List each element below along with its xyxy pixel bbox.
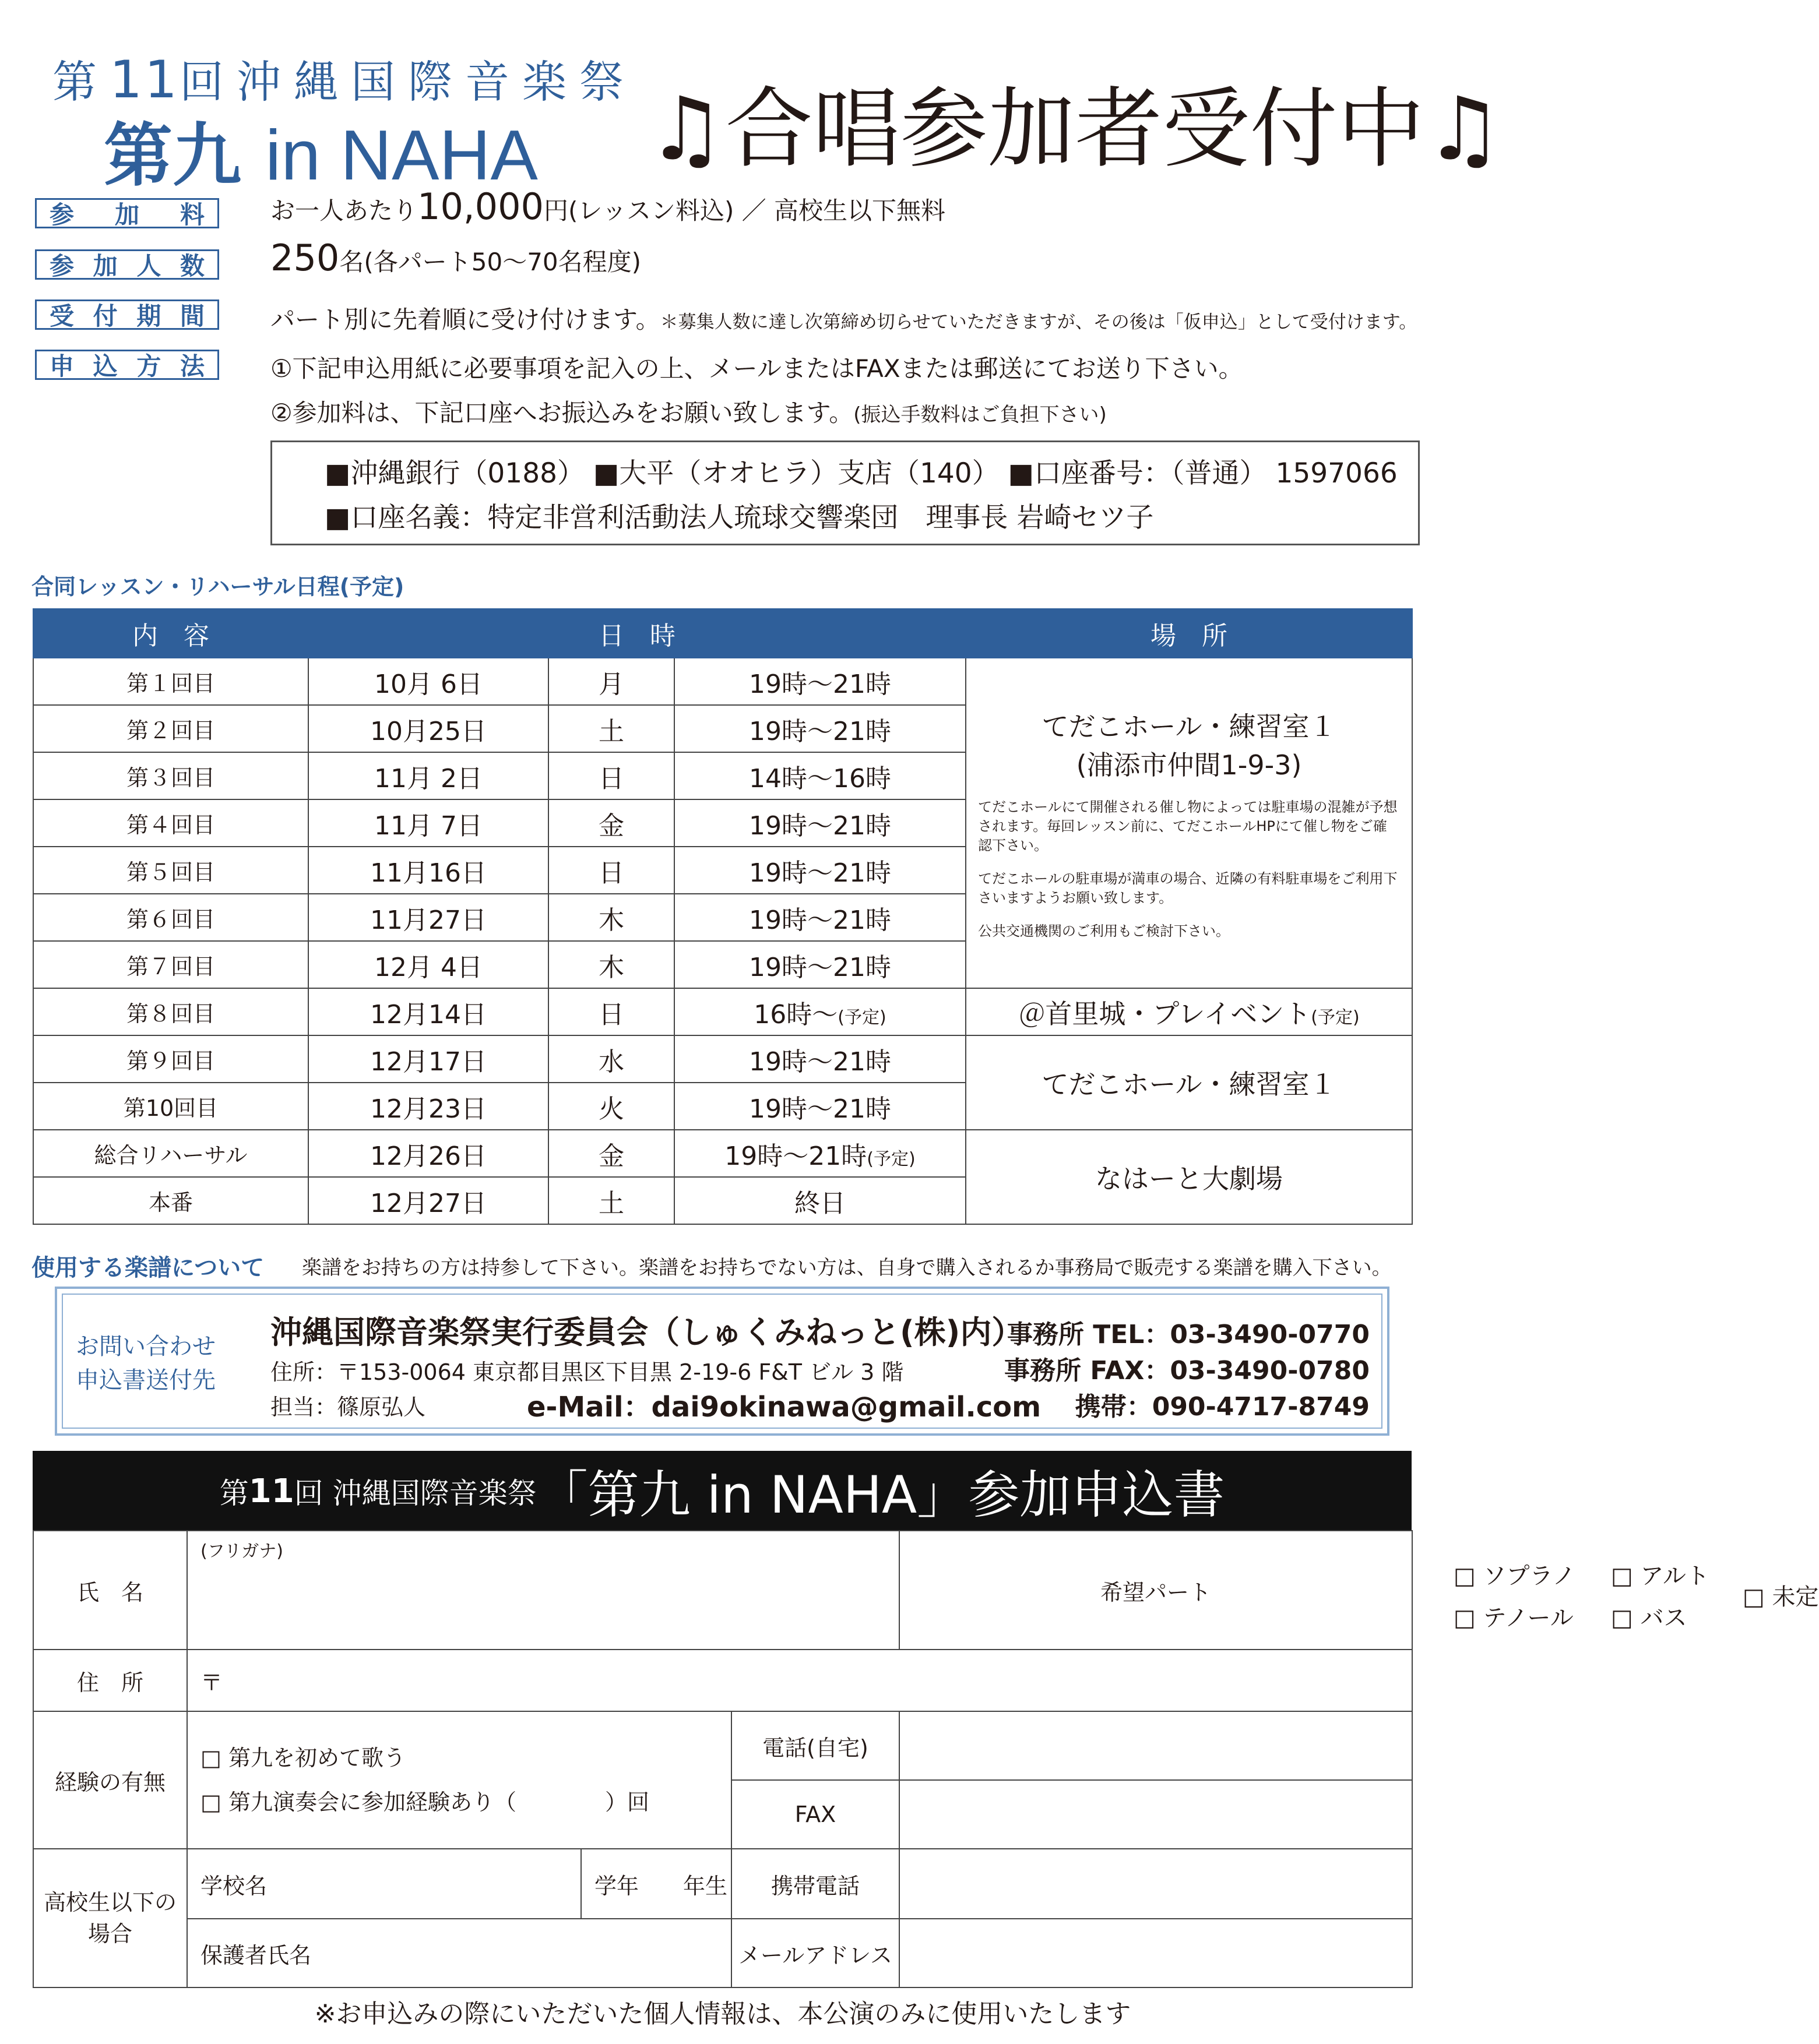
session-name: 第７回目 xyxy=(33,941,308,988)
session-time: 19時〜21時 xyxy=(674,799,966,847)
session-dow: 火 xyxy=(548,1083,674,1130)
mobile-field[interactable] xyxy=(899,1849,1412,1919)
part-undecided-checkbox[interactable]: □ 未定 xyxy=(1743,1584,1819,1610)
session-time: 終日 xyxy=(674,1177,966,1224)
session-date: 10月25日 xyxy=(308,705,548,752)
part-tenor-checkbox[interactable]: □ テノール xyxy=(1454,1605,1574,1631)
note-2: てだこホールの駐車場が満車の場合、近隣の有料駐車場をご利用下さいますようお願い致します。 xyxy=(978,870,1398,906)
method-step2: ②参加料は、下記口座へお振込みをお願い致します。(振込手数料はご負担下さい) xyxy=(270,399,1107,427)
session-name: 第５回目 xyxy=(33,847,308,894)
part-label: 希望パート xyxy=(899,1531,1412,1650)
experience-options xyxy=(187,1711,731,1849)
session-date: 10月 6日 xyxy=(308,658,548,705)
exp-first-checkbox[interactable]: □ 第九を初めて歌う xyxy=(200,1745,406,1771)
session-name: 第４回目 xyxy=(33,799,308,847)
application-form xyxy=(33,1530,1819,1988)
phone-home-label: 電話(自宅) xyxy=(731,1711,899,1780)
session-date: 12月27日 xyxy=(308,1177,548,1224)
contact-organization: 沖縄国際音楽祭実行委員会（しゅくみねっと(株)内） xyxy=(270,1314,1023,1351)
session-name: 第10回目 xyxy=(33,1083,308,1130)
exp-yes-checkbox[interactable]: □ 第九演奏会に参加経験あり（ ）回 xyxy=(200,1789,649,1815)
name-label: 氏 名 xyxy=(33,1531,187,1650)
session-time: 19時〜21時 xyxy=(674,941,966,988)
session-dow: 日 xyxy=(548,847,674,894)
recruit-headline: ♫合唱参加者受付中♫ xyxy=(647,79,1503,180)
header-content: 内 容 xyxy=(33,609,308,658)
session-dow: 金 xyxy=(548,799,674,847)
schedule-table xyxy=(33,608,1413,1225)
method-step1: ①下記申込用紙に必要事項を記入の上、メールまたはFAXまたは郵送にてお送り下さい。 xyxy=(270,354,1243,383)
score-text: 楽譜をお持ちの方は持参して下さい。楽譜をお持ちでない方は、自身で購入されるか事務局で販売する楽譜を購入下さい。 xyxy=(302,1256,1392,1280)
session-time: 14時〜16時 xyxy=(674,752,966,799)
session-name: 第９回目 xyxy=(33,1035,308,1083)
session-date: 11月 7日 xyxy=(308,799,548,847)
fax-field[interactable] xyxy=(899,1780,1412,1849)
session-date: 12月14日 xyxy=(308,988,548,1035)
schedule-title: 合同レッスン・リハーサル日程(予定) xyxy=(31,574,404,600)
table-row xyxy=(33,1130,1412,1177)
postal-mark: 〒 xyxy=(200,1669,223,1696)
contact-address: 住所：〒153-0064 東京都目黒区下目黒 2-19-6 F&T ビル 3 階 xyxy=(270,1359,904,1385)
place-nahart: なはーと大劇場 xyxy=(966,1130,1412,1224)
bank-line-1: ■沖縄銀行（0188） ■大平（オオヒラ）支店（140） ■口座番号：（普通） 1597066 xyxy=(325,457,1398,489)
session-date: 11月16日 xyxy=(308,847,548,894)
name-field[interactable] xyxy=(187,1531,899,1650)
session-time: 19時〜21時 xyxy=(674,658,966,705)
session-time: 19時〜21時 xyxy=(674,847,966,894)
method-label: 申 込 方 法 xyxy=(35,350,219,380)
header-place: 場 所 xyxy=(966,609,1412,658)
header-datetime: 日 時 xyxy=(308,609,966,658)
session-date: 11月27日 xyxy=(308,894,548,941)
school-label: 学校名 xyxy=(200,1873,268,1899)
address-field[interactable] xyxy=(187,1650,1412,1711)
session-date: 12月17日 xyxy=(308,1035,548,1083)
email-label: メールアドレス xyxy=(731,1919,899,1987)
place-tedako-2: てだこホール・練習室１ xyxy=(966,1035,1412,1130)
privacy-note: ※お申込みの際にいただいた個人情報は、本公演のみに使用いたします xyxy=(314,1999,1131,2029)
place-address: (浦添市仲間1-9-3) xyxy=(1076,749,1302,781)
contact-mobile: 携帯：090-4717-8749 xyxy=(1075,1392,1370,1422)
session-time: 16時〜(予定) xyxy=(674,988,966,1035)
session-name: 総合リハーサル xyxy=(33,1130,308,1177)
contact-tel: 事務所 TEL：03-3490-0770 xyxy=(1007,1320,1370,1349)
session-name: 第６回目 xyxy=(33,894,308,941)
table-row xyxy=(33,1035,1412,1083)
contact-email[interactable]: e-Mail：dai9okinawa@gmail.com xyxy=(527,1391,1042,1423)
session-dow: 水 xyxy=(548,1035,674,1083)
session-time: 19時〜21時 xyxy=(674,1035,966,1083)
fax-label: FAX xyxy=(731,1780,899,1849)
festival-title: 第九 in NAHA xyxy=(104,115,538,196)
email-field[interactable] xyxy=(899,1919,1412,1987)
session-date: 11月 2日 xyxy=(308,752,548,799)
session-name: 第１回目 xyxy=(33,658,308,705)
fee-value: お一人あたり10,000円(レッスン料込) ／ 高校生以下無料 xyxy=(270,185,946,228)
session-time: 19時〜21時(予定) xyxy=(674,1130,966,1177)
session-dow: 日 xyxy=(548,988,674,1035)
furigana-label: (フリガナ) xyxy=(200,1541,283,1562)
phone-home-field[interactable] xyxy=(899,1711,1412,1780)
session-dow: 月 xyxy=(548,658,674,705)
session-date: 12月23日 xyxy=(308,1083,548,1130)
bank-account-box xyxy=(270,440,1420,545)
period-value: パート別に先着順に受け付けます。＊募集人数に達し次第締め切らせていただきますが、その後は「仮申込」として受付けます。 xyxy=(270,305,1417,334)
fee-label: 参 加 料 xyxy=(35,198,219,228)
table-row xyxy=(33,988,1412,1035)
session-name: 第８回目 xyxy=(33,988,308,1035)
session-date: 12月26日 xyxy=(308,1130,548,1177)
session-time: 19時〜21時 xyxy=(674,705,966,752)
period-label: 受 付 期 間 xyxy=(35,299,219,330)
guardian-label: 保護者氏名 xyxy=(200,1942,312,1968)
bank-line-2: ■口座名義：特定非営利活動法人琉球交響楽団 理事長 岩崎セツ子 xyxy=(325,502,1154,534)
highschool-label: 高校生以下の場合 xyxy=(33,1849,187,1987)
guardian-field[interactable] xyxy=(187,1919,731,1987)
school-field[interactable] xyxy=(187,1849,581,1919)
session-time: 19時〜21時 xyxy=(674,1083,966,1130)
session-dow: 土 xyxy=(548,1177,674,1224)
session-name: 第３回目 xyxy=(33,752,308,799)
mobile-label: 携帯電話 xyxy=(731,1849,899,1919)
contact-person: 担当：篠原弘人 xyxy=(270,1394,426,1420)
session-dow: 木 xyxy=(548,894,674,941)
session-name: 本番 xyxy=(33,1177,308,1224)
contact-label: お問い合わせ 申込書送付先 xyxy=(76,1333,216,1394)
session-time: 19時〜21時 xyxy=(674,894,966,941)
session-dow: 土 xyxy=(548,705,674,752)
festival-subtitle: 第11回沖縄国際音楽祭 xyxy=(52,50,636,110)
session-date: 12月 4日 xyxy=(308,941,548,988)
place-name: てだこホール・練習室１ xyxy=(1042,710,1336,742)
session-dow: 木 xyxy=(548,941,674,988)
session-dow: 日 xyxy=(548,752,674,799)
grade-label: 学年 年生 xyxy=(594,1873,728,1899)
score-title: 使用する楽譜について xyxy=(31,1254,265,1281)
place-note xyxy=(966,798,1412,941)
count-value: 250名(各パート50〜70名程度) xyxy=(270,237,642,279)
place-tedako xyxy=(966,658,1412,988)
note-3: 公共交通機関のご利用もご検討下さい。 xyxy=(978,922,1230,939)
session-dow: 金 xyxy=(548,1130,674,1177)
grade-field[interactable] xyxy=(581,1849,731,1919)
part-soprano-checkbox[interactable]: □ ソプラノ xyxy=(1454,1563,1576,1590)
contact-fax: 事務所 FAX：03-3490-0780 xyxy=(1004,1356,1370,1386)
note-1: てだこホールにて開催される催し物によっては駐車場の混雑が予想されます。毎回レッスン前に、てだこホールHPにて催し物をご確認下さい。 xyxy=(978,798,1398,854)
address-label: 住 所 xyxy=(33,1650,187,1711)
place-shurijo: ＠首里城・プレイベント(予定) xyxy=(966,988,1412,1035)
part-alto-checkbox[interactable]: □ アルト xyxy=(1611,1563,1709,1590)
experience-label: 経験の有無 xyxy=(33,1711,187,1849)
part-bass-checkbox[interactable]: □ バス xyxy=(1611,1605,1687,1631)
form-title: 第 11 回 沖縄国際音楽祭 「第九 in NAHA」参加申込書 xyxy=(33,1451,1412,1531)
session-name: 第２回目 xyxy=(33,705,308,752)
table-row xyxy=(33,658,1412,705)
count-label: 参 加 人 数 xyxy=(35,249,219,280)
